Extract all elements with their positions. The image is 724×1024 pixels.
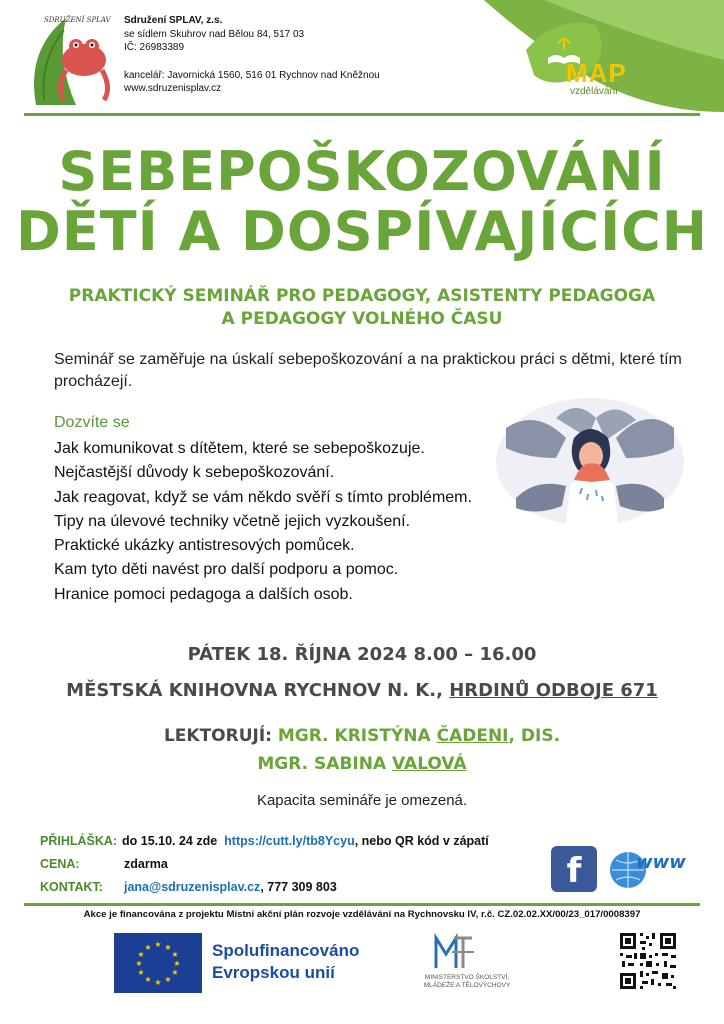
price-row <box>40 853 489 876</box>
svg-text:★: ★ <box>144 975 152 984</box>
facebook-icon[interactable]: f <box>551 846 597 892</box>
org-office: kancelář: Javornická 1560, 516 01 Rychnov nad Kněžnou <box>124 69 380 81</box>
learn-item: Tipy na úlevové techniky včetně jejich vyzkoušení. <box>54 512 411 530</box>
event-venue: MĚSTSKÁ KNIHOVNA RYCHNOV N. K., <box>66 680 443 701</box>
capacity-note: Kapacita semináře je omezená. <box>256 792 468 809</box>
lectors-line1 <box>0 726 724 746</box>
price-value: zdarma <box>124 857 168 871</box>
svg-text:★: ★ <box>137 968 145 977</box>
footer-divider <box>24 903 700 906</box>
msmt-line2: MLÁDEŽE A TĚLOVÝCHOVY <box>423 982 511 989</box>
map-logo-text: MAP <box>566 58 627 88</box>
svg-text:★: ★ <box>164 943 172 952</box>
org-seat: se sídlem Skuhrov nad Bělou 84, 517 03 <box>124 28 305 40</box>
contact-label: KONTAKT: <box>40 880 103 894</box>
price-label: CENA: <box>40 857 80 871</box>
learn-item: Hranice pomoci pedagoga a dalších osob. <box>54 585 353 603</box>
header <box>0 0 724 112</box>
eu-flag-icon <box>114 933 202 993</box>
organization-info <box>124 14 380 96</box>
subtitle-line1: PRAKTICKÝ SEMINÁŘ PRO PEDAGOGY, ASISTENTY PEDAGOGA <box>68 286 656 306</box>
main-title-line1: SEBEPOŠKOZOVÁNÍ <box>58 140 666 203</box>
lector2-surname: VALOVÁ <box>392 754 467 774</box>
svg-text:★: ★ <box>171 950 179 959</box>
lector1-first: MGR. KRISTÝNA <box>277 726 431 746</box>
intro-paragraph: Seminář se zaměřuje na úskalí sebepoškozování a na praktickou práci s dětmi, které tím procházejí. <box>54 351 682 390</box>
lector1-title: , DIS. <box>508 726 561 746</box>
lector1-surname: ČADENI <box>436 726 509 746</box>
learn-item: Jak komunikovat s dítětem, které se sebepoškozuje. <box>54 440 425 457</box>
lector2-first: MGR. SABINA <box>257 754 387 774</box>
learn-heading: Dozvíte se <box>54 414 130 431</box>
registration-tail: , nebo QR kód v zápatí <box>354 834 489 848</box>
svg-text:★: ★ <box>144 943 152 952</box>
contact-block <box>40 830 489 899</box>
header-divider <box>24 113 700 116</box>
org-name: Sdružení SPLAV, z.s. <box>124 15 223 26</box>
contact-email[interactable]: jana@sdruzenisplav.cz <box>124 880 261 894</box>
org-web[interactable]: www.sdruzenisplav.cz <box>124 83 222 94</box>
www-globe-icon[interactable] <box>606 844 686 894</box>
lectors-label: LEKTORUJÍ: <box>163 726 272 746</box>
main-title-line2: DĚTÍ A DOSPÍVAJÍCÍCH <box>16 200 708 263</box>
qr-code[interactable] <box>618 931 678 991</box>
contact-row <box>40 876 489 899</box>
msmt-text <box>404 974 530 990</box>
org-ico: IČ: 26983389 <box>124 42 185 53</box>
eu-line2: Evropskou unií <box>212 963 335 982</box>
learn-item: Nejčastější důvody k sebepoškozování. <box>54 464 335 482</box>
svg-text:★: ★ <box>135 959 143 968</box>
funding-note: Akce je financována z projektu Místní akční plán rozvoje vzdělávání na Rychnovsku IV, r.č. CZ.02.02.XX/00/23_017/0008397 <box>83 909 641 920</box>
subtitle-line2: A PEDAGOGY VOLNÉHO ČASU <box>221 309 503 329</box>
registration-text: do 15.10. 24 zde <box>122 834 218 848</box>
registration-link[interactable]: https://cutt.ly/tb8Ycyu <box>224 834 355 848</box>
distressed-girl-illustration <box>496 398 684 526</box>
www-text: www <box>636 852 686 873</box>
svg-text:★: ★ <box>154 978 162 987</box>
eu-line1: Spolufinancováno <box>212 941 360 960</box>
registration-label: PŘIHLÁŠKA: <box>40 834 118 848</box>
svg-text:★: ★ <box>137 950 145 959</box>
registration-row <box>40 830 489 853</box>
splav-logo-text: SDRUŽENÍ SPLAV <box>44 16 111 24</box>
msmt-line1: MINISTERSTVO ŠKOLSTVÍ, <box>424 974 510 981</box>
msmt-logo-icon <box>432 932 476 972</box>
learn-item: Praktické ukázky antistresových pomůcek. <box>54 537 355 555</box>
svg-text:★: ★ <box>164 975 172 984</box>
contact-phone: , 777 309 803 <box>260 880 337 894</box>
eu-cofunding-text <box>212 940 359 984</box>
map-logo-sub: vzdělávání <box>570 86 618 97</box>
lectors-line2 <box>0 754 724 774</box>
splav-frog-logo <box>26 10 118 108</box>
event-street: HRDINŮ ODBOJE 671 <box>449 680 658 701</box>
learn-list <box>54 437 472 607</box>
event-date: PÁTEK 18. ŘÍJNA 2024 8.00 – 16.00 <box>187 644 537 665</box>
learn-item: Kam tyto děti navést pro další podporu a pomoc. <box>54 561 399 579</box>
svg-text:★: ★ <box>173 959 181 968</box>
svg-text:★: ★ <box>154 940 162 949</box>
svg-text:★: ★ <box>171 968 179 977</box>
event-venue-line <box>0 680 724 701</box>
learn-item: Jak reagovat, když se vám někdo svěří s tímto problémem. <box>54 488 472 506</box>
